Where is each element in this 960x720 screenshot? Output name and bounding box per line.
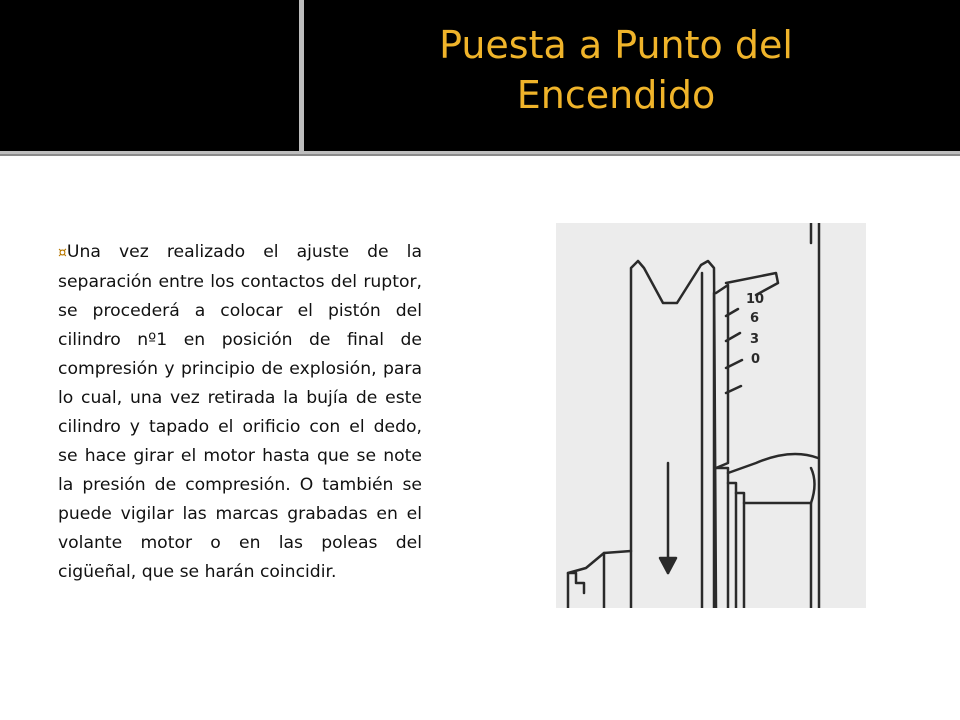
pulley-drawing xyxy=(556,223,866,608)
timing-marks-figure xyxy=(556,223,866,608)
timing-mark-6: 6 xyxy=(750,311,760,326)
title-bar-shadow xyxy=(0,154,960,156)
body-paragraph xyxy=(58,238,422,587)
timing-mark-10: 10 xyxy=(746,292,765,307)
body-text: Una vez realizado el ajuste de la separación entre los contactos del ruptor, se procederá a colocar el pistón del cilindro nº1 en posición de final de compresión y principio de explosión, para lo cual, una vez retirada la bujía de este cilindro y tapado el orificio con el dedo, se hace girar el motor hasta que se note la presión de compresión. O también se puede vigilar las marcas grabadas en el volante motor o en las poleas del cigüeñal, que se harán coincidir. xyxy=(58,242,422,582)
slide-title-line1: Puesta a Punto del xyxy=(439,23,793,67)
timing-mark-3: 3 xyxy=(750,332,760,347)
slide-title-line2: Encendido xyxy=(516,73,716,117)
title-bar-divider xyxy=(299,0,304,152)
title-bar-left-block xyxy=(0,0,298,150)
title-bar xyxy=(0,0,960,156)
bullet-icon: ¤ xyxy=(58,245,67,261)
slide-title xyxy=(306,20,926,120)
timing-mark-0: 0 xyxy=(751,352,761,367)
